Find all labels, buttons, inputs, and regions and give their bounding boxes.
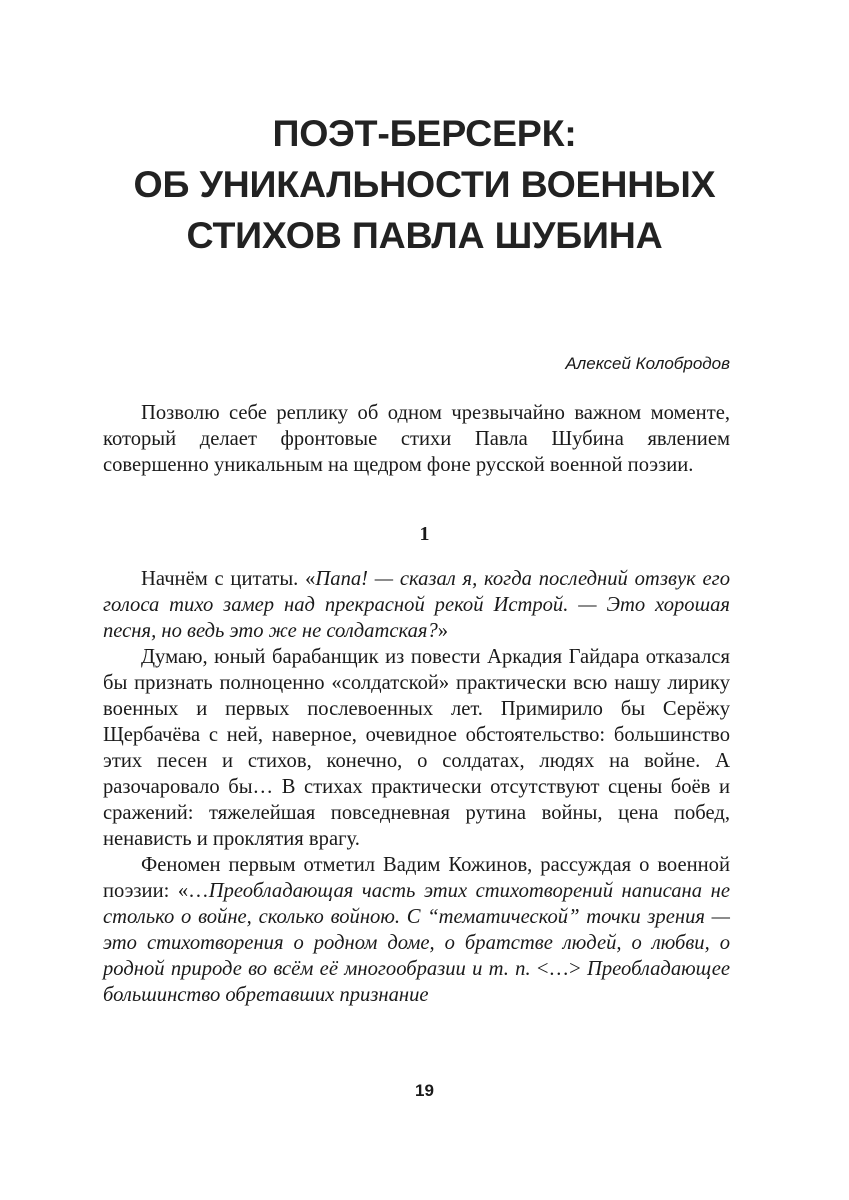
paragraph-1-quote: Папа! — сказал я, когда последний отзвук его голоса тихо замер над прекрасной рекой Истрой. — Это хорошая песня, но ведь это же не солдатская? [103, 568, 730, 642]
page-number: 19 [415, 1081, 434, 1100]
chapter-title [60, 108, 789, 261]
paragraph-1 [103, 566, 730, 644]
paragraph-3 [103, 852, 730, 1008]
title-line-3: СТИХОВ ПАВЛА ШУБИНА [186, 214, 663, 256]
author-name: Алексей Колобродов [565, 354, 730, 373]
title-line-1: ПОЭТ-БЕРСЕРК: [272, 112, 577, 154]
paragraph-1-tail: » [437, 620, 449, 642]
paragraph-2: Думаю, юный барабанщик из повести Аркадия Гайдара отказался бы признать полноценно «солдатской» практически всю нашу лирику военных и первых послевоенных лет. Примирило бы Серёжу Щербачёва с ней, наверное, очевидное обстоятельство: большинство этих песен и стихов, конечно, о солдатах, людях на войне. А разочаровало бы… В стихах практически отсутствуют сцены боёв и сражений: тяжелейшая повседневная рутина войны, цена побед, ненависть и проклятия врагу. [103, 646, 730, 850]
body-text [103, 566, 730, 1008]
intro-block [103, 400, 730, 478]
paragraph-3-lead: Феномен первым отметил Вадим Кожинов, рассуждая о военной поэзии: «… [103, 854, 730, 902]
section-number: 1 [419, 523, 430, 545]
paragraph-3-quote: Преобладающая часть этих стихотворений написана не столько о войне, сколько войною. С “тематической” точки зрения — это стихотворения о родном доме, о братстве людей, о любви, о родной природе во всём её многообразии и т. п. [103, 880, 730, 980]
title-line-2: ОБ УНИКАЛЬНОСТИ ВОЕННЫХ [133, 163, 716, 205]
paragraph-3-quote-continued: Преобладающее большинство обретавших признание [103, 958, 731, 1006]
intro-paragraph: Позволю себе реплику об одном чрезвычайно важном моменте, который делает фронтовые стихи Павла Шубина явлением совершенно уникальным на щедром фоне русской военной поэзии. [103, 402, 730, 476]
paragraph-1-lead: Начнём с цитаты. « [141, 568, 316, 590]
paragraph-3-bracket: <…> [530, 958, 587, 980]
